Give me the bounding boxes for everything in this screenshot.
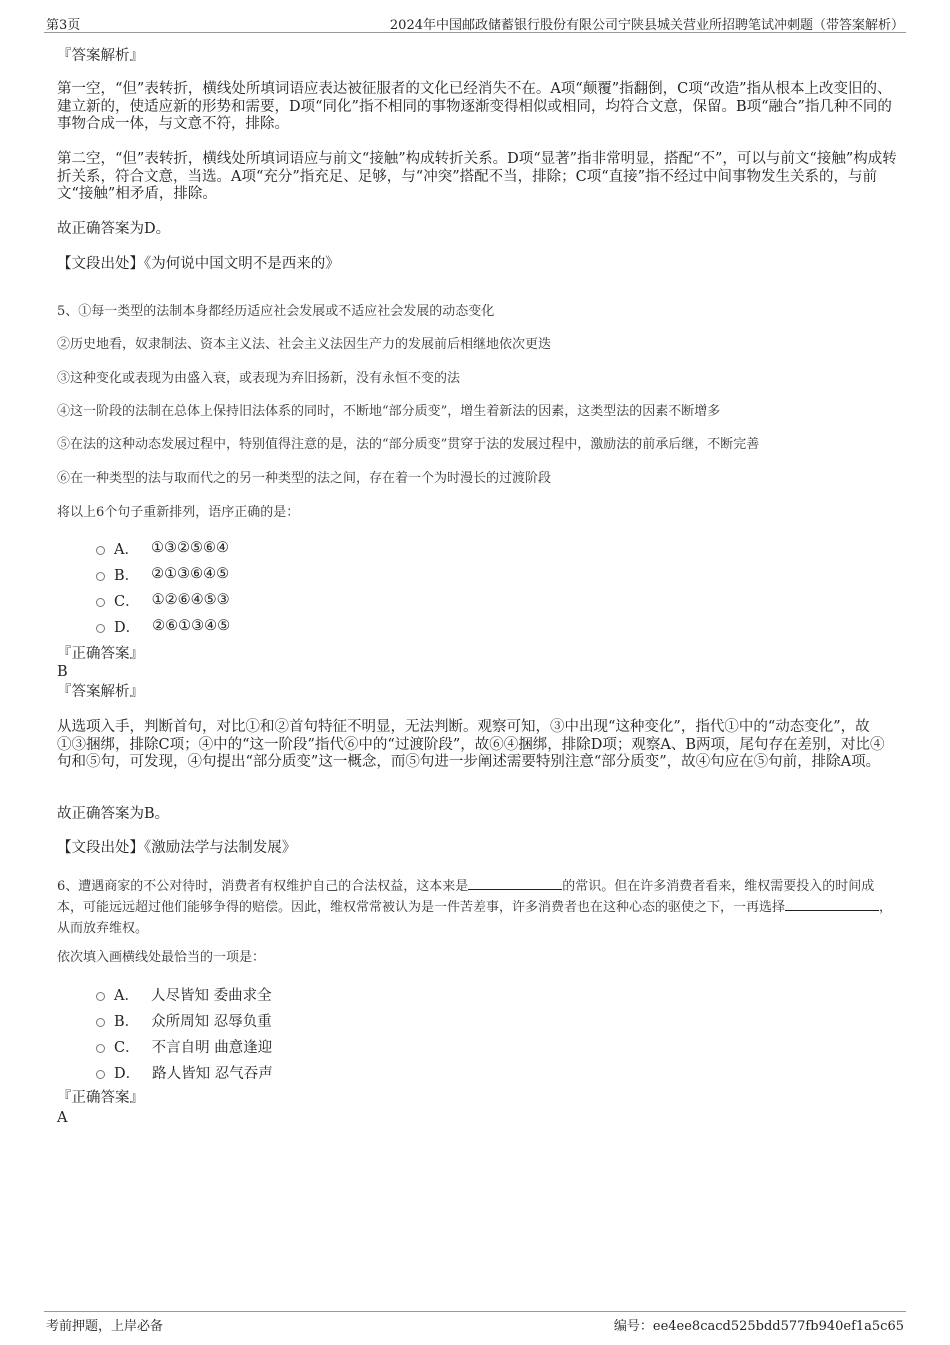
q4-analysis-label: 『答案解析』 [57, 48, 144, 64]
q6-stem-part2: 的常识。但在许多消费者看来，维权需要投入的时间成本，可能远远超过他们能够争得的赔偿。因此，维权常常被认为是一件苦差事，许多消费者也在这种心态的驱使之下，一再选择 [57, 879, 875, 915]
q4-source: 【文段出处】《为何说中国文明不是西来的》 [57, 256, 340, 272]
q6-stem-part1: 6、遭遇商家的不公对待时，消费者有权维护自己的合法权益，这本来是 [57, 879, 469, 894]
footer-slogan: 考前押题，上岸必备 [46, 1319, 164, 1334]
q6-option-a[interactable] [96, 984, 272, 1004]
fill-blank-2 [785, 898, 879, 911]
q5-sentence-4: ④这一阶段的法制在总体上保持旧法体系的同时，不断地“部分质变”，增生着新法的因素，这类型法的因素不断增多 [57, 404, 721, 419]
q6-prompt: 依次填入画横线处最恰当的一项是： [57, 950, 266, 965]
q5-sentence-1: 5、①每一类型的法制本身都经历适应社会发展或不适应社会发展的动态变化 [57, 304, 495, 319]
q5-option-b[interactable] [96, 564, 229, 584]
page-header [44, 12, 906, 33]
q5-sentence-6: ⑥在一种类型的法与取而代之的另一种类型的法之间，存在着一个为时漫长的过渡阶段 [57, 471, 552, 486]
q5-sentence-5: ⑤在法的这种动态发展过程中，特别值得注意的是，法的“部分质变”贯穿于法的发展过程中，激励法的前承后继，不断完善 [57, 437, 760, 452]
q4-analysis-para1: 第一空，“但”表转折，横线处所填词语应表达被征服者的文化已经消失不在。A项“颠覆”指翻倒，C项“改造”指从根本上改变旧的、建立新的，使适应新的形势和需要，D项“同化”指不相同的事物逐渐变得相似或相同，均符合文意，保留。B项“融合”指几种不同的事物合成一体，与文意不符，排除。 [57, 81, 892, 132]
page-footer [44, 1311, 906, 1334]
option-text: ①③②⑤⑥④ [150, 540, 229, 556]
option-text: ②⑥①③④⑤ [152, 618, 231, 634]
q5-sentence-2: ②历史地看，奴隶制法、资本主义法、社会主义法因生产力的发展前后相继地依次更迭 [57, 337, 552, 352]
q5-source: 【文段出处】《激励法学与法制发展》 [57, 840, 297, 856]
radio-icon[interactable] [96, 992, 105, 1001]
q5-option-a[interactable] [96, 538, 229, 558]
radio-icon[interactable] [96, 546, 105, 555]
q5-analysis: 从选项入手，判断首句，对比①和②首句特征不明显，无法判断。观察可知，③中出现“这种变化”，指代①中的“动态变化”，故①③捆绑，排除C项；④中的“这一阶段”指代⑥中的“过渡阶段”，故⑥④捆绑，排除D项；观察A、B两项，尾句存在差别，对比④句和⑤句，可发现，④句提出“部分质变”这一概念，而⑤句进一步阐述需要特别注意“部分质变”，故④句应在⑤句前，排除A项。 [57, 719, 885, 770]
q5-answer: B [57, 664, 68, 680]
page-number: 第3页 [46, 18, 81, 33]
option-letter: C． [114, 593, 140, 610]
q4-analysis-para2: 第二空，“但”表转折，横线处所填词语应与前文“接触”构成转折关系。D项“显著”指非常明显，搭配“不”，可以与前文“接触”构成转折关系，符合文意，当选。A项“充分”指充足、足够，与“冲突”搭配不当，排除；C项“直接”指不经过中间事物发生关系的，与前文“接触”相矛盾，排除。 [57, 151, 897, 202]
q6-stem [57, 876, 897, 939]
option-letter: A． [114, 987, 139, 1004]
option-letter: B． [114, 567, 140, 584]
option-text: 不言自明 曲意逢迎 [151, 1039, 273, 1056]
q5-option-c[interactable] [96, 590, 230, 610]
q6-answer: A [57, 1110, 68, 1126]
q6-stem-part3: ，从而放弃维权。 [57, 900, 893, 936]
option-text: ②①③⑥④⑤ [151, 566, 230, 582]
document-title: 2024年中国邮政储蓄银行股份有限公司宁陕县城关营业所招聘笔试冲刺题（带答案解析） [389, 18, 904, 33]
option-letter: B． [114, 1013, 140, 1030]
q4-conclusion: 故正确答案为D。 [57, 221, 171, 237]
option-text: ①②⑥④⑤③ [151, 592, 230, 608]
radio-icon[interactable] [96, 598, 105, 607]
q5-option-d[interactable] [96, 616, 230, 636]
q5-sentence-3: ③这种变化或表现为由盛入衰，或表现为弃旧扬新，没有永恒不变的法 [57, 371, 461, 386]
fill-blank-1 [468, 877, 562, 890]
option-letter: D． [114, 619, 141, 636]
radio-icon[interactable] [96, 1018, 105, 1027]
radio-icon[interactable] [96, 624, 105, 633]
q5-analysis-label: 『答案解析』 [57, 684, 144, 700]
q5-answer-label: 『正确答案』 [57, 646, 144, 662]
option-text: 众所周知 忍辱负重 [151, 1013, 272, 1030]
q6-option-b[interactable] [96, 1010, 272, 1030]
option-text: 人尽皆知 委曲求全 [150, 987, 272, 1004]
radio-icon[interactable] [96, 1044, 105, 1053]
option-letter: C． [114, 1039, 140, 1056]
option-letter: D． [114, 1065, 141, 1082]
radio-icon[interactable] [96, 1070, 105, 1079]
option-text: 路人皆知 忍气吞声 [152, 1065, 273, 1082]
q6-answer-label: 『正确答案』 [57, 1090, 144, 1106]
radio-icon[interactable] [96, 572, 105, 581]
q6-option-d[interactable] [96, 1062, 273, 1082]
document-code: 编号：ee4ee8cacd525bdd577fb940ef1a5c65 [613, 1319, 904, 1334]
q5-conclusion: 故正确答案为B。 [57, 806, 170, 822]
q5-prompt: 将以上6个句子重新排列，语序正确的是： [57, 505, 300, 520]
q6-option-c[interactable] [96, 1036, 272, 1056]
option-letter: A． [114, 541, 139, 558]
